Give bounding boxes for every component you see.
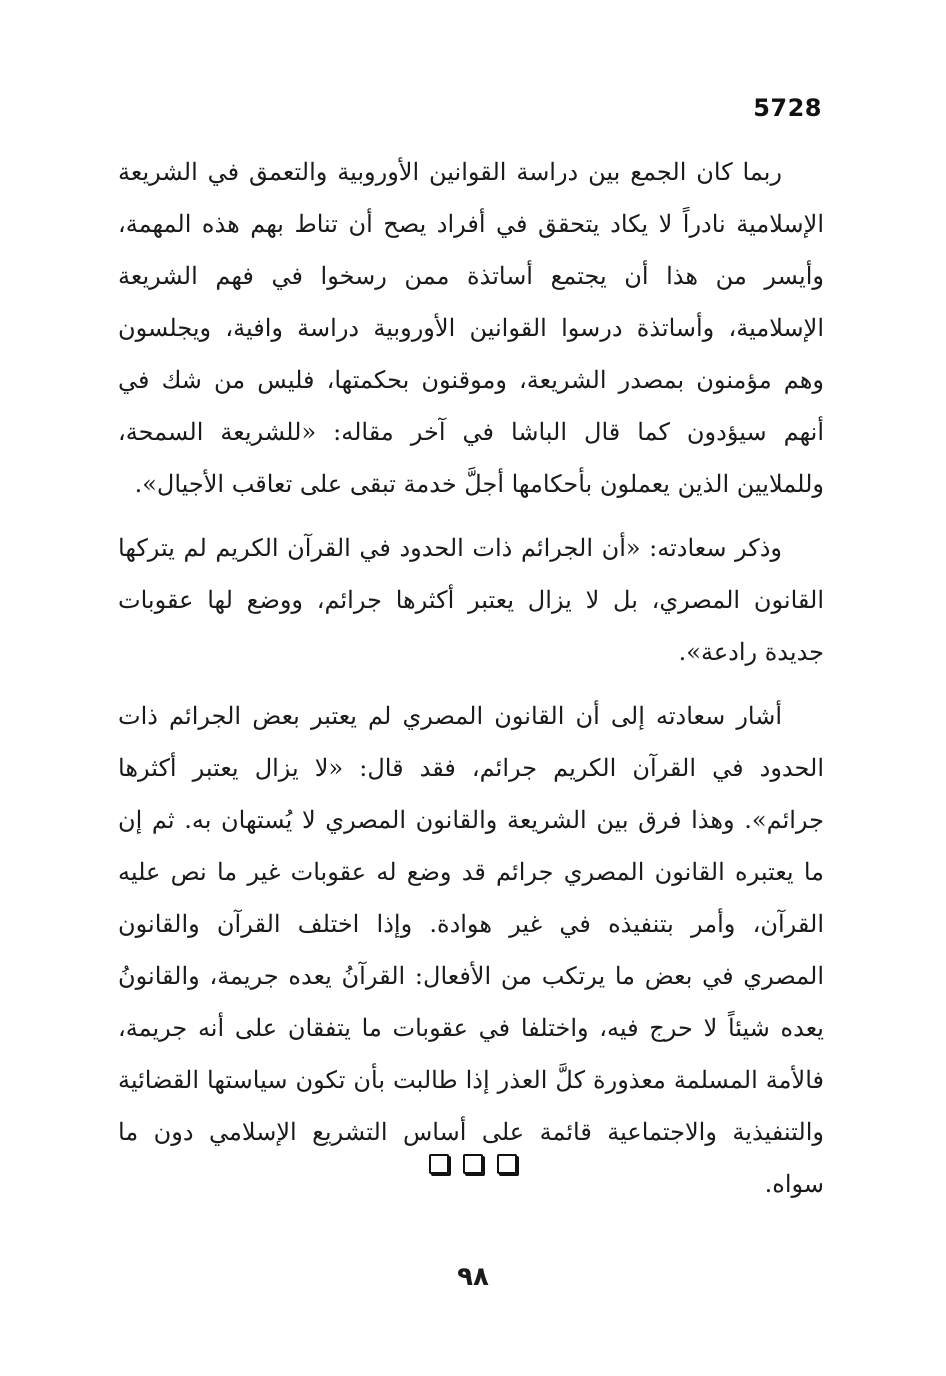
section-divider-ornament bbox=[0, 1154, 946, 1174]
reference-number: 5728 bbox=[753, 94, 822, 122]
paragraph-2: وذكر سعادته: «أن الجرائم ذات الحدود في القرآن الكريم لم يتركها القانون المصري، بل لا يزال يعتبر أكثرها جرائم، ووضع لها عقوبات جديدة رادعة». bbox=[118, 534, 824, 666]
ornament-square-icon bbox=[463, 1154, 483, 1174]
ornament-square-icon bbox=[497, 1154, 517, 1174]
page-number: ٩٨ bbox=[457, 1262, 489, 1292]
ornament-square-icon bbox=[429, 1154, 449, 1174]
article-body bbox=[118, 146, 824, 1210]
paragraph-1: ربما كان الجمع بين دراسة القوانين الأوروبية والتعمق في الشريعة الإسلامية نادراً لا يكاد يتحقق في أفراد يصح أن تناط بهم هذه المهمة، وأيسر من هذا أن يجتمع أساتذة ممن رسخوا في فهم الشريعة الإسلامية، وأساتذة درسوا القوانين الأوروبية دراسة وافية، ويجلسون وهم مؤمنون بمصدر الشريعة، وموقنون بحكمتها، فليس من شك في أنهم سيؤدون كما قال الباشا في آخر مقاله: «للشريعة السمحة، وللملايين الذين يعملون بأحكامها أجلَّ خدمة تبقى على تعاقب الأجيال». bbox=[118, 158, 824, 498]
paragraph-3: أشار سعادته إلى أن القانون المصري لم يعتبر بعض الجرائم ذات الحدود في القرآن الكريم جرائم، فقد قال: «لا يزال يعتبر أكثرها جرائم». وهذا فرق بين الشريعة والقانون المصري لا يُستهان به. ثم إن ما يعتبره القانون المصري جرائم قد وضع له عقوبات غير ما نص عليه القرآن، وأمر بتنفيذه في غير هوادة. وإذا اختلف القرآن والقانون المصري في بعض ما يرتكب من الأفعال: القرآنُ يعده جريمة، والقانونُ يعده شيئاً لا حرج فيه، واختلفا في عقوبات ما يتفقان على أنه جريمة، فالأمة المسلمة معذورة كلَّ العذر إذا طالبت بأن تكون سياستها القضائية والتنفيذية والاجتماعية قائمة على أساس التشريع الإسلامي دون ما سواه. bbox=[118, 702, 824, 1198]
